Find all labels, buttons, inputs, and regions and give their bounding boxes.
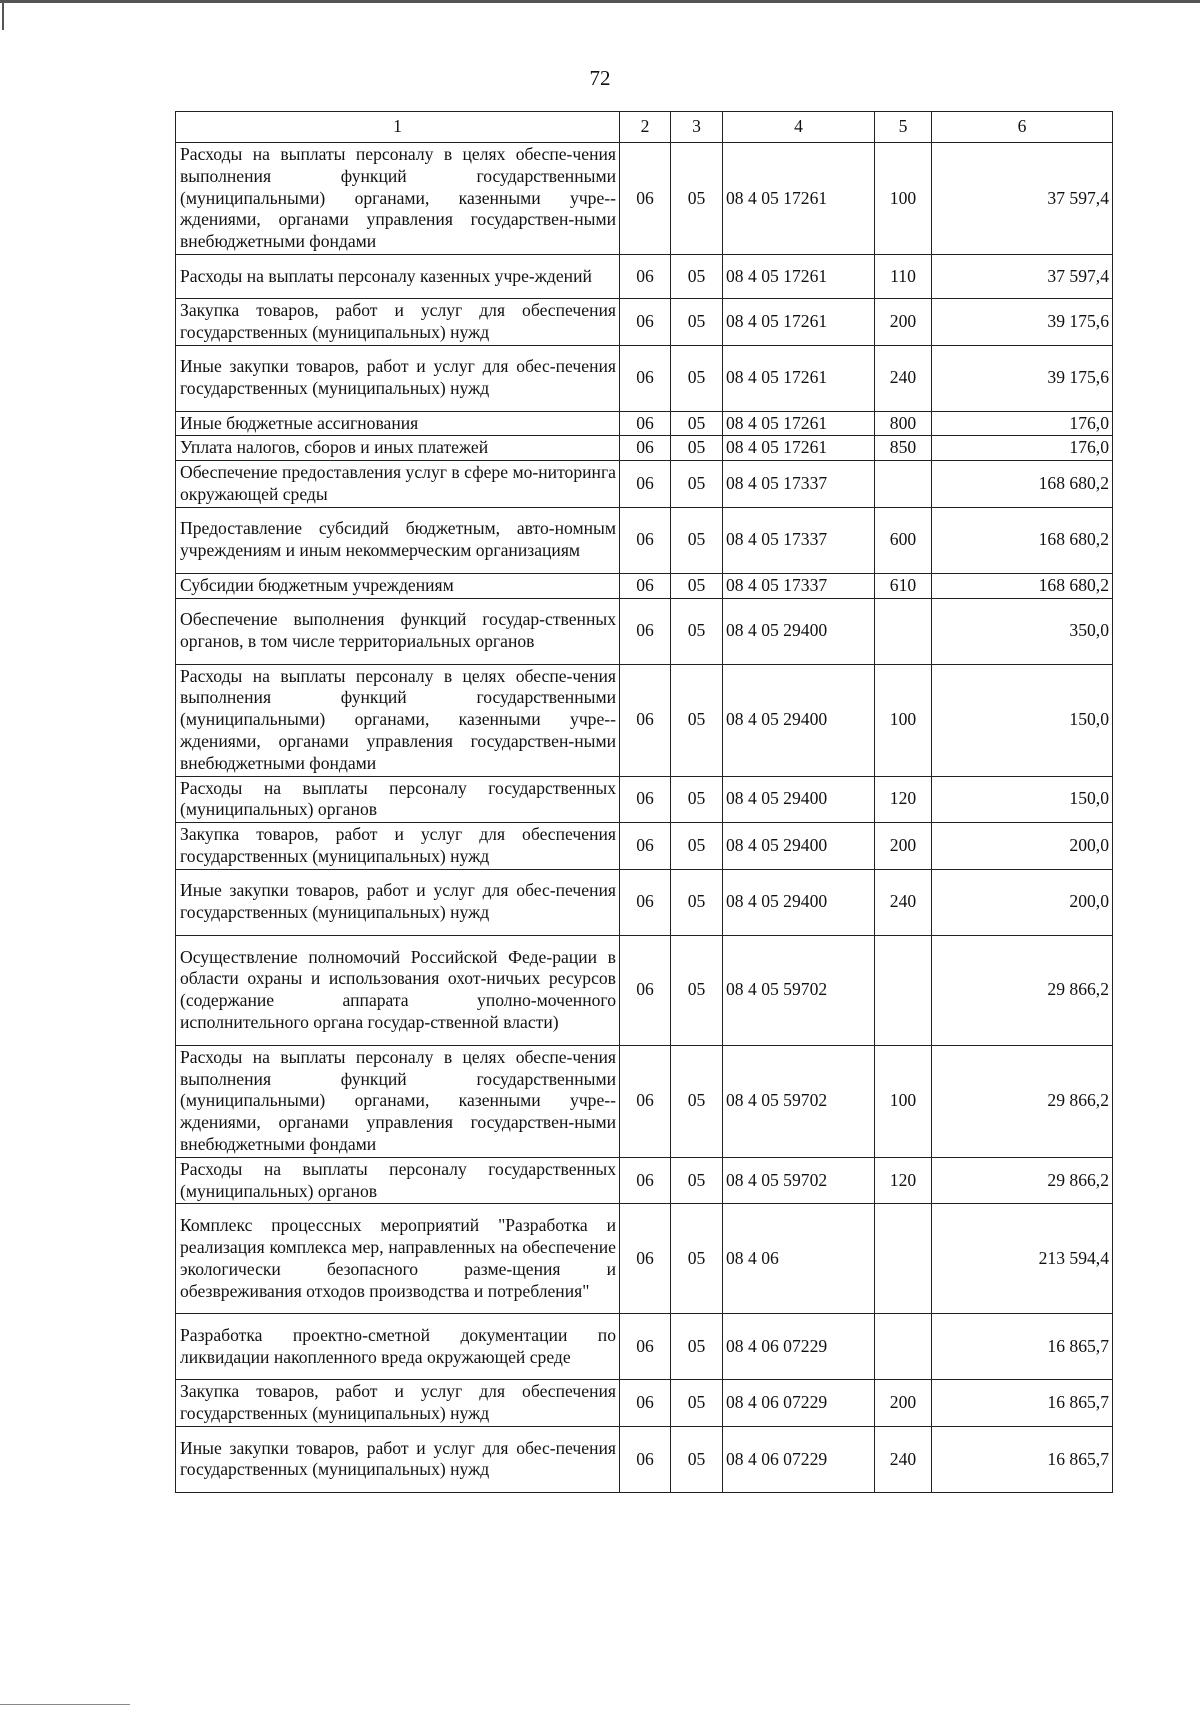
row-subsection-code: 05 (671, 598, 723, 664)
row-amount: 16 865,7 (932, 1426, 1113, 1492)
row-description: Расходы на выплаты персоналу в целях обеспе-чения выполнения функций государственными (муниципальными) органами, казенными учре-ждениями, органами управления государствен-ными внебюджетными фондами (176, 1045, 620, 1157)
table-row (176, 461, 1113, 508)
page-number: 72 (589, 66, 611, 90)
table-row (176, 935, 1113, 1045)
row-target-article: 08 4 06 (723, 1204, 875, 1314)
row-amount: 39 175,6 (932, 345, 1113, 411)
row-target-article: 08 4 05 17261 (723, 436, 875, 461)
table-row (176, 436, 1113, 461)
row-description: Обеспечение выполнения функций государ-ственных органов, в том числе территориальных органов (176, 598, 620, 664)
row-expense-type (875, 1314, 932, 1380)
table-row (176, 573, 1113, 598)
row-expense-type: 110 (875, 255, 932, 299)
row-section-code: 06 (620, 776, 671, 823)
row-expense-type: 100 (875, 1045, 932, 1157)
row-amount: 37 597,4 (932, 143, 1113, 255)
row-subsection-code: 05 (671, 1157, 723, 1204)
scan-edge-bottom (0, 1704, 130, 1705)
row-subsection-code: 05 (671, 255, 723, 299)
row-expense-type: 100 (875, 143, 932, 255)
row-subsection-code: 05 (671, 411, 723, 436)
row-description: Закупка товаров, работ и услуг для обеспечения государственных (муниципальных) нужд (176, 1380, 620, 1427)
row-subsection-code: 05 (671, 143, 723, 255)
row-expense-type: 850 (875, 436, 932, 461)
row-expense-type: 240 (875, 1426, 932, 1492)
row-description: Расходы на выплаты персоналу казенных учре-ждений (176, 255, 620, 299)
table-row (176, 143, 1113, 255)
row-amount: 29 866,2 (932, 935, 1113, 1045)
row-subsection-code: 05 (671, 299, 723, 346)
row-target-article: 08 4 05 29400 (723, 598, 875, 664)
row-subsection-code: 05 (671, 436, 723, 461)
row-target-article: 08 4 05 29400 (723, 823, 875, 870)
row-subsection-code: 05 (671, 345, 723, 411)
row-section-code: 06 (620, 411, 671, 436)
row-expense-type: 120 (875, 1157, 932, 1204)
row-amount: 37 597,4 (932, 255, 1113, 299)
row-target-article: 08 4 05 59702 (723, 1045, 875, 1157)
table-row (176, 1045, 1113, 1157)
row-target-article: 08 4 05 29400 (723, 664, 875, 776)
row-description: Предоставление субсидий бюджетным, авто-номным учреждениям и иным некоммерческим организациям (176, 507, 620, 573)
row-section-code: 06 (620, 436, 671, 461)
row-section-code: 06 (620, 1426, 671, 1492)
row-section-code: 06 (620, 507, 671, 573)
row-amount: 168 680,2 (932, 461, 1113, 508)
row-description: Обеспечение предоставления услуг в сфере мо-ниторинга окружающей среды (176, 461, 620, 508)
row-target-article: 08 4 05 59702 (723, 1157, 875, 1204)
row-amount: 176,0 (932, 436, 1113, 461)
row-subsection-code: 05 (671, 1380, 723, 1427)
row-expense-type (875, 1204, 932, 1314)
row-expense-type: 200 (875, 1380, 932, 1427)
row-description: Иные закупки товаров, работ и услуг для обес-печения государственных (муниципальных) нужд (176, 345, 620, 411)
row-target-article: 08 4 06 07229 (723, 1380, 875, 1427)
row-description: Иные бюджетные ассигнования (176, 411, 620, 436)
budget-table (175, 111, 1113, 1493)
column-header-4: 4 (723, 112, 875, 143)
row-subsection-code: 05 (671, 664, 723, 776)
row-description: Закупка товаров, работ и услуг для обеспечения государственных (муниципальных) нужд (176, 823, 620, 870)
table-row (176, 1157, 1113, 1204)
column-header-6: 6 (932, 112, 1113, 143)
table-row (176, 411, 1113, 436)
row-amount: 200,0 (932, 823, 1113, 870)
scan-edge-left (2, 0, 4, 30)
row-section-code: 06 (620, 1157, 671, 1204)
row-section-code: 06 (620, 573, 671, 598)
row-subsection-code: 05 (671, 869, 723, 935)
row-amount: 16 865,7 (932, 1314, 1113, 1380)
table-row (176, 869, 1113, 935)
table-header-row (176, 112, 1113, 143)
row-target-article: 08 4 05 17261 (723, 299, 875, 346)
row-section-code: 06 (620, 869, 671, 935)
column-header-5: 5 (875, 112, 932, 143)
row-expense-type: 240 (875, 345, 932, 411)
row-description: Расходы на выплаты персоналу в целях обеспе-чения выполнения функций государственными (муниципальными) органами, казенными учре-ждениями, органами управления государствен-ными внебюджетными фондами (176, 664, 620, 776)
row-expense-type: 240 (875, 869, 932, 935)
row-target-article: 08 4 05 17337 (723, 461, 875, 508)
row-description: Уплата налогов, сборов и иных платежей (176, 436, 620, 461)
row-target-article: 08 4 06 07229 (723, 1314, 875, 1380)
row-subsection-code: 05 (671, 776, 723, 823)
row-expense-type (875, 598, 932, 664)
row-section-code: 06 (620, 1045, 671, 1157)
row-expense-type (875, 461, 932, 508)
table-row (176, 776, 1113, 823)
row-subsection-code: 05 (671, 507, 723, 573)
row-target-article: 08 4 05 17261 (723, 143, 875, 255)
row-section-code: 06 (620, 598, 671, 664)
row-subsection-code: 05 (671, 1204, 723, 1314)
row-section-code: 06 (620, 1380, 671, 1427)
row-section-code: 06 (620, 461, 671, 508)
row-section-code: 06 (620, 255, 671, 299)
row-amount: 176,0 (932, 411, 1113, 436)
row-expense-type: 610 (875, 573, 932, 598)
row-expense-type: 200 (875, 823, 932, 870)
row-description: Разработка проектно-сметной документации по ликвидации накопленного вреда окружающей среде (176, 1314, 620, 1380)
table-row (176, 664, 1113, 776)
row-target-article: 08 4 05 17261 (723, 411, 875, 436)
table-body (176, 143, 1113, 1493)
row-amount: 200,0 (932, 869, 1113, 935)
row-amount: 39 175,6 (932, 299, 1113, 346)
row-expense-type (875, 935, 932, 1045)
table-row (176, 1426, 1113, 1492)
row-amount: 16 865,7 (932, 1380, 1113, 1427)
row-section-code: 06 (620, 1314, 671, 1380)
row-amount: 150,0 (932, 664, 1113, 776)
table-row (176, 1204, 1113, 1314)
row-target-article: 08 4 05 17337 (723, 507, 875, 573)
row-description: Осуществление полномочий Российской Феде-рации в области охраны и использования охот-ничьих ресурсов (содержание аппарата уполно-моченного исполнительного органа государ-ственной власти) (176, 935, 620, 1045)
row-section-code: 06 (620, 664, 671, 776)
row-subsection-code: 05 (671, 461, 723, 508)
row-amount: 29 866,2 (932, 1045, 1113, 1157)
table-row (176, 255, 1113, 299)
row-section-code: 06 (620, 299, 671, 346)
row-subsection-code: 05 (671, 1426, 723, 1492)
table-row (176, 1314, 1113, 1380)
row-subsection-code: 05 (671, 935, 723, 1045)
row-target-article: 08 4 05 29400 (723, 869, 875, 935)
row-amount: 29 866,2 (932, 1157, 1113, 1204)
row-description: Расходы на выплаты персоналу в целях обеспе-чения выполнения функций государственными (муниципальными) органами, казенными учре-ждениями, органами управления государствен-ными внебюджетными фондами (176, 143, 620, 255)
column-header-2: 2 (620, 112, 671, 143)
row-expense-type: 600 (875, 507, 932, 573)
row-description: Иные закупки товаров, работ и услуг для обес-печения государственных (муниципальных) нужд (176, 1426, 620, 1492)
row-amount: 350,0 (932, 598, 1113, 664)
column-header-3: 3 (671, 112, 723, 143)
row-target-article: 08 4 05 29400 (723, 776, 875, 823)
row-subsection-code: 05 (671, 1045, 723, 1157)
row-description: Расходы на выплаты персоналу государственных (муниципальных) органов (176, 1157, 620, 1204)
row-expense-type: 100 (875, 664, 932, 776)
table-row (176, 598, 1113, 664)
row-section-code: 06 (620, 143, 671, 255)
row-description: Субсидии бюджетным учреждениям (176, 573, 620, 598)
row-amount: 168 680,2 (932, 507, 1113, 573)
column-header-1: 1 (176, 112, 620, 143)
row-description: Расходы на выплаты персоналу государственных (муниципальных) органов (176, 776, 620, 823)
row-subsection-code: 05 (671, 573, 723, 598)
row-expense-type: 200 (875, 299, 932, 346)
row-section-code: 06 (620, 935, 671, 1045)
row-expense-type: 800 (875, 411, 932, 436)
row-description: Иные закупки товаров, работ и услуг для обес-печения государственных (муниципальных) нужд (176, 869, 620, 935)
row-target-article: 08 4 05 59702 (723, 935, 875, 1045)
table-row (176, 823, 1113, 870)
row-target-article: 08 4 05 17261 (723, 345, 875, 411)
budget-table-container (175, 111, 1112, 1493)
row-description: Закупка товаров, работ и услуг для обеспечения государственных (муниципальных) нужд (176, 299, 620, 346)
row-subsection-code: 05 (671, 823, 723, 870)
row-section-code: 06 (620, 823, 671, 870)
row-section-code: 06 (620, 1204, 671, 1314)
row-section-code: 06 (620, 345, 671, 411)
table-row (176, 1380, 1113, 1427)
row-subsection-code: 05 (671, 1314, 723, 1380)
table-row (176, 299, 1113, 346)
table-row (176, 345, 1113, 411)
row-expense-type: 120 (875, 776, 932, 823)
row-target-article: 08 4 05 17337 (723, 573, 875, 598)
row-amount: 150,0 (932, 776, 1113, 823)
row-amount: 213 594,4 (932, 1204, 1113, 1314)
row-description: Комплекс процессных мероприятий "Разработка и реализация комплекса мер, направленных на обеспечение экологически безопасного разме-щения и обезвреживания отходов производства и потребления" (176, 1204, 620, 1314)
scan-edge-top (0, 0, 1200, 3)
row-target-article: 08 4 05 17261 (723, 255, 875, 299)
row-target-article: 08 4 06 07229 (723, 1426, 875, 1492)
table-row (176, 507, 1113, 573)
row-amount: 168 680,2 (932, 573, 1113, 598)
